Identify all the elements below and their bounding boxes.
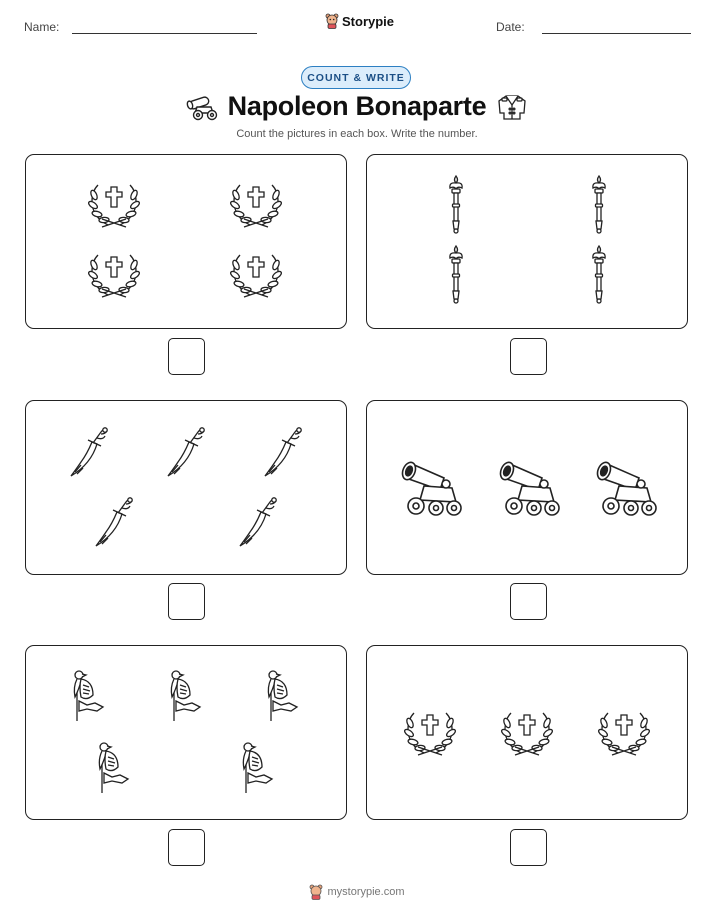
name-field[interactable] bbox=[72, 33, 257, 34]
brand-logo bbox=[325, 13, 394, 29]
scepter-icon bbox=[588, 174, 610, 234]
scepter-icon bbox=[588, 244, 610, 304]
date-label: Date: bbox=[496, 20, 525, 34]
saber-icon bbox=[236, 494, 280, 550]
brand-name: Storypie bbox=[342, 13, 395, 29]
name-label: Name: bbox=[24, 20, 60, 34]
answer-box-4[interactable] bbox=[510, 583, 547, 620]
eagle-standard-icon bbox=[69, 667, 109, 723]
saber-icon bbox=[261, 424, 305, 480]
uniform-jacket-icon bbox=[497, 93, 527, 121]
cannon-icon bbox=[394, 456, 464, 518]
answer-box-5[interactable] bbox=[168, 829, 205, 866]
saber-icon bbox=[92, 494, 136, 550]
laurel-wreath-icon bbox=[499, 707, 555, 757]
answer-box-2[interactable] bbox=[510, 338, 547, 375]
eagle-standard-icon bbox=[263, 667, 303, 723]
cannon-icon bbox=[589, 456, 659, 518]
saber-icon bbox=[67, 424, 111, 480]
storypie-mascot-icon bbox=[309, 884, 323, 900]
eagle-standard-icon bbox=[166, 667, 206, 723]
activity-badge: COUNT & WRITE bbox=[301, 66, 411, 89]
scepter-icon bbox=[445, 174, 467, 234]
answer-box-3[interactable] bbox=[168, 583, 205, 620]
laurel-wreath-icon bbox=[86, 179, 142, 229]
eagle-standard-icon bbox=[238, 739, 278, 795]
storypie-mascot-icon bbox=[325, 13, 339, 29]
eagle-standard-icon bbox=[94, 739, 134, 795]
count-card-1 bbox=[25, 154, 347, 329]
cannon-icon bbox=[492, 456, 562, 518]
answer-box-6[interactable] bbox=[510, 829, 547, 866]
page-title: Napoleon Bonaparte bbox=[227, 91, 487, 121]
laurel-wreath-icon bbox=[596, 707, 652, 757]
saber-icon bbox=[164, 424, 208, 480]
footer bbox=[0, 884, 714, 900]
footer-url: mystorypie.com bbox=[327, 886, 405, 898]
laurel-wreath-icon bbox=[402, 707, 458, 757]
laurel-wreath-icon bbox=[86, 249, 142, 299]
laurel-wreath-icon bbox=[228, 179, 284, 229]
date-field[interactable] bbox=[542, 33, 691, 34]
laurel-wreath-icon bbox=[228, 249, 284, 299]
count-card-2 bbox=[366, 154, 688, 329]
instructions: Count the pictures in each box. Write the number. bbox=[236, 128, 478, 140]
scepter-icon bbox=[445, 244, 467, 304]
answer-box-1[interactable] bbox=[168, 338, 205, 375]
